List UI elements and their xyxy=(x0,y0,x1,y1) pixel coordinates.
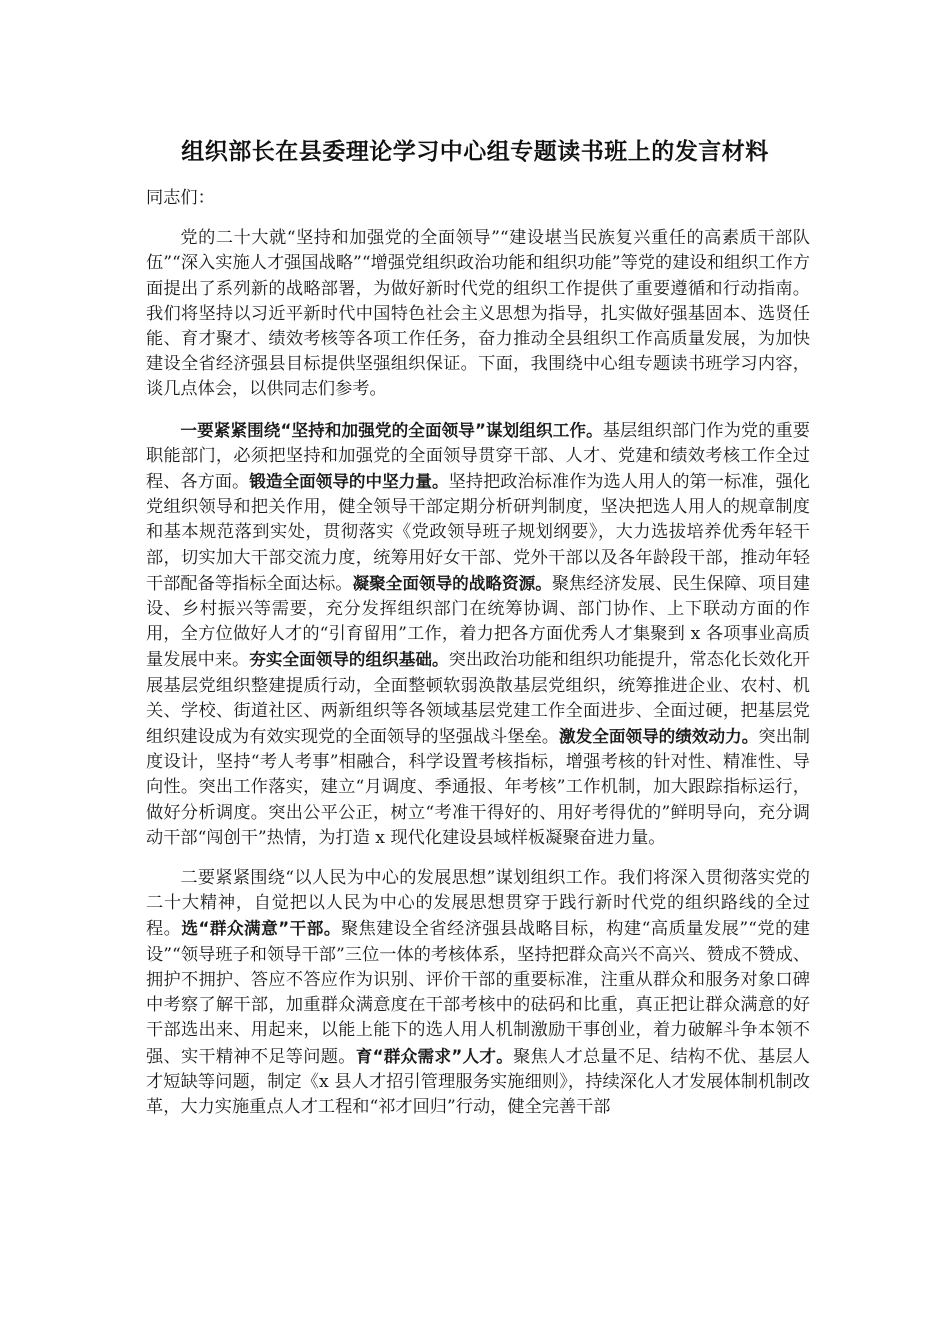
subheading-strategic-resources: 凝聚全面领导的战略资源。 xyxy=(352,573,552,593)
body-text-span: 基层组织部门作为党的重要职能部门，必须把坚持和加强党的全面领导贯穿干部、人才、党建和绩效考核工作全过程、各方面。 xyxy=(146,420,810,493)
subheading-organizational-foundation: 夯实全面领导的组织基础。 xyxy=(249,650,449,670)
intro-paragraph: 党的二十大就“坚持和加强党的全面领导”“建设堪当民族复兴重任的高素质干部队伍”“深入实施人才强国战略”“增强党组织政治功能和组织功能”等党的建设和组织工作方面提出了系列新的战略部署，为做好新时代党的组织工作提供了重要遵循和行动指南。我们将坚持以习近平新时代中国特色社会主义思想为指导，扎实做好强基固本、选贤任能、育才聚才、绩效考核等各项工作任务，奋力推动全县组织工作高质量发展，为加快建设全省经济强县目标提供坚强组织保证。下面，我围绕中心组专题读书班学习内容，谈几点体会，以供同志们参考。 xyxy=(146,228,810,400)
document-title: 组织部长在县委理论学习中心组专题读书班上的发言材料 xyxy=(181,139,769,165)
subheading-core-force: 锻造全面领导的中坚力量。 xyxy=(249,472,449,492)
subheading-talent-needs: 育“群众需求”人才。 xyxy=(355,1046,514,1066)
section-one-heading: 一要紧紧围绕“坚持和加强党的全面领导”谋划组织工作。 xyxy=(180,420,603,440)
section-two-paragraph xyxy=(146,866,810,1120)
body-text-span: 突出制度设计，坚持“考人考事”相融合，科学设置考核指标，增强考核的针对性、精准性、导向性。突出工作落实，建立“月调度、季通报、年考核”工作机制，加大跟踪指标运行，做好分析调度。突出公平公正，树立“考准干得好的、用好考得优的”鲜明导向，充分调动干部“闯创干”热情，为打造 x 现代化建设县域样板凝聚奋进力量。 xyxy=(146,727,810,848)
body-text-span: 聚焦建设全省经济强县战略目标，构建“高质量发展”“党的建设”“领导班子和领导干部”三位一体的考核体系，坚持把群众高兴不高兴、赞成不赞成、拥护不拥护、答应不答应作为识别、评价干部的重要标准，注重从群众和服务对象口碑中考察了解干部，加重群众满意度在干部考核中的砝码和比重，真正把让群众满意的好干部选出来、用起来，以能上能下的选人用人机制激励干事创业，着力破解斗争本领不强、实干精神不足等问题。 xyxy=(146,919,810,1067)
subheading-performance-motivation: 激发全面领导的绩效动力。 xyxy=(559,727,759,747)
body-text-span: 突出政治功能和组织功能提升，常态化长效化开展基层党组织整建提质行动，全面整顿软弱涣散基层党组织，统筹推进企业、农村、机关、学校、街道社区、两新组织等各领域基层党建工作全面进步、全面过硬，把基层党组织建设成为有效实现党的全面领导的坚强战斗堡垒。 xyxy=(146,650,810,748)
salutation: 同志们： xyxy=(146,188,215,208)
section-two-lead: 二要紧紧围绕“以人民为中心的发展思想”谋划组织工作。我们将深入贯彻落实党的二十大精神，自觉把以人民为中心的发展思想贯穿于践行新时代党的组织路线的全过程。 xyxy=(146,868,810,940)
body-text-span: 坚持把政治标准作为选人用人的第一标准，强化党组织领导和把关作用，健全领导干部定期分析研判制度，坚决把选人用人的规章制度和基本规范落到实处，贯彻落实《党政领导班子规划纲要》，大力选拔培养优秀年轻干部，切实加大干部交流力度，统筹用好女干部、党外干部以及各年龄段干部，推动年轻干部配备等指标全面达标。 xyxy=(146,472,810,594)
section-one-paragraph xyxy=(146,418,810,851)
body-text-span: 聚焦经济发展、民生保障、项目建设、乡村振兴等需要，充分发挥组织部门在统筹协调、部门协作、上下联动方面的作用，全方位做好人才的“引育留用”工作，着力把各方面优秀人才集聚到 x 各项事业高质量发展中来。 xyxy=(146,573,810,671)
subheading-satisfied-cadres: 选“群众满意”干部。 xyxy=(181,919,341,939)
body-text-span: 聚焦人才总量不足、结构不优、基层人才短缺等问题，制定《x 县人才招引管理服务实施细则》，持续深化人才发展体制机制改革，大力实施重点人才工程和“祁才回归”行动，健全完善干部 xyxy=(146,1046,810,1117)
document-body xyxy=(146,186,810,1135)
